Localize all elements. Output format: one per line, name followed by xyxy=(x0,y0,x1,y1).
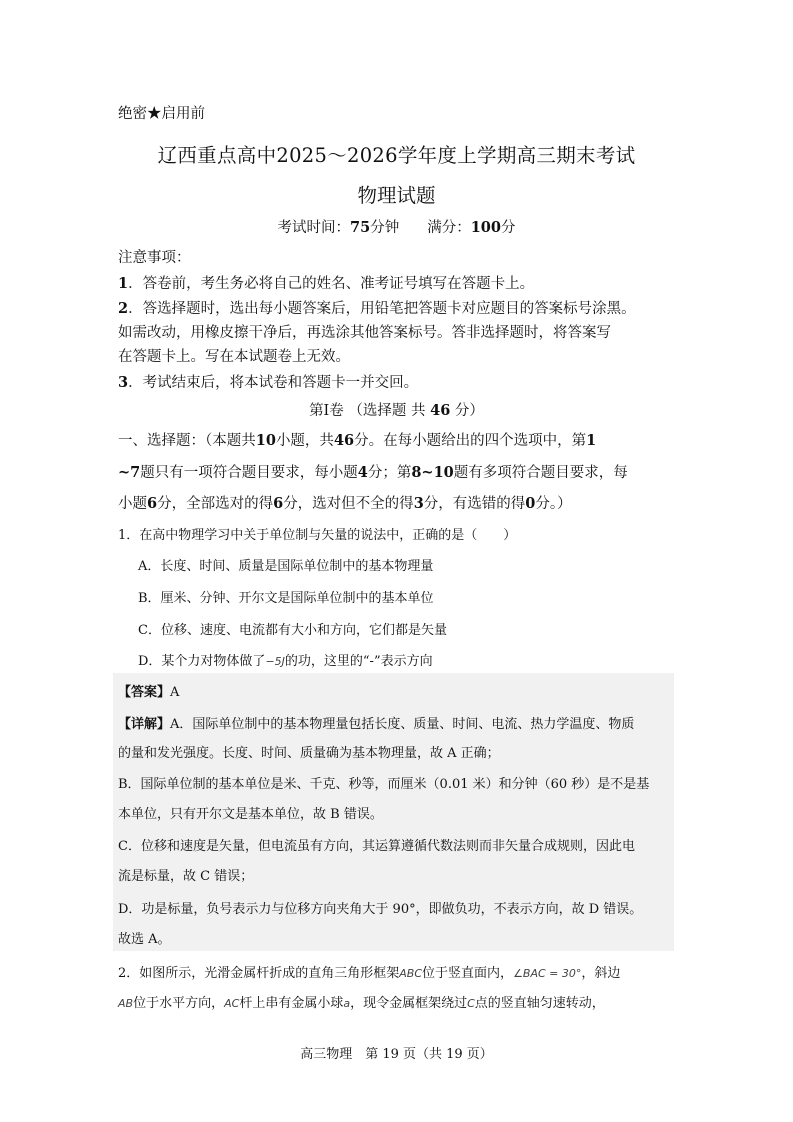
notes-title: 注意事项： xyxy=(118,250,191,266)
answer-line: 【答案】A xyxy=(118,685,180,700)
detail-line: 流是标量，故 C 错误； xyxy=(118,869,254,884)
question1-option-a: A．长度、时间、质量是国际单位制中的基本物理量 xyxy=(138,559,434,574)
detail-line: 【详解】A．国际单位制中的基本物理量包括长度、质量、时间、电流、热力学温度、物质 xyxy=(118,717,635,732)
question2-line: AB位于水平方向，AC杆上串有金属小球a，现令金属框架绕过C点的竖直轴匀速转动， xyxy=(118,996,605,1011)
question1-stem: 1．在高中物理学习中关于单位制与矢量的说法中，正确的是（ ） xyxy=(118,528,517,543)
question1-option-b: B．厘米、分钟、开尔文是国际单位制中的基本单位 xyxy=(138,591,434,606)
page-footer: 高三物理 第 19 页（共 19 页） xyxy=(300,1047,493,1062)
part1-instructions: 小题6分，全部选对的得6分，选对但不全的得3分，有选错的得0分。） xyxy=(118,495,572,512)
note-line: 3．考试结束后，将本试卷和答题卡一并交回。 xyxy=(118,374,419,391)
detail-line: 的量和发光强度。长度、时间、质量确为基本物理量，故 A 正确； xyxy=(118,746,500,761)
time-value: 75 xyxy=(350,219,371,236)
exam-info xyxy=(0,216,793,237)
detail-line: B．国际单位制的基本单位是米、千克、秒等，而厘米（0.01 米）和分钟（60 秒）是不是基 xyxy=(118,777,650,792)
detail-line: 本单位，只有开尔文是基本单位，故 B 错误。 xyxy=(118,807,383,822)
score-label: 满分： xyxy=(427,220,471,236)
detail-line: D．功是标量，负号表示力与位移方向夹角大于 90°，即做负功，不表示方向，故 D 错误。 xyxy=(118,902,643,917)
part1-instructions: 一、选择题：（本题共10小题，共46分。在每小题给出的四个选项中，第1 xyxy=(118,432,597,449)
note-line: 在答题卡上。写在本试题卷上无效。 xyxy=(118,349,350,365)
score-unit: 分 xyxy=(500,220,516,236)
question2-line: 2．如图所示，光滑金属杆折成的直角三角形框架ABC位于竖直面内，∠BAC = 30°，斜边 xyxy=(118,966,621,981)
section-title: 第Ⅰ卷 （选择题 共 46 分） xyxy=(309,402,484,419)
detail-line: 故选 A。 xyxy=(118,932,171,947)
note-line: 1．答卷前，考生务必将自己的姓名、准考证号填写在答题卡上。 xyxy=(118,275,535,292)
exam-title: 辽西重点高中2025～2026学年度上学期高三期末考试 xyxy=(157,144,636,167)
note-line: 如需改动，用橡皮擦干净后，再选涂其他答案标号。答非选择题时，将答案写 xyxy=(118,325,611,341)
score-value: 100 xyxy=(470,219,501,236)
time-unit: 分钟 xyxy=(370,220,400,236)
detail-line: C．位移和速度是矢量，但电流虽有方向，其运算遵循代数法则而非矢量合成规则，因此电 xyxy=(118,839,635,854)
note-line: 2．答选择题时，选出每小题答案后，用铅笔把答题卡对应题目的答案标号涂黑。 xyxy=(118,300,636,317)
question1-option-c: C．位移、速度、电流都有大小和方向，它们都是矢量 xyxy=(138,623,447,638)
part1-instructions: ~7题只有一项符合题目要求，每小题4分；第8~10题有多项符合题目要求，每 xyxy=(118,464,628,481)
time-label: 考试时间： xyxy=(277,220,351,236)
question1-option-d: D．某个力对物体做了−5J的功，这里的“-”表示方向 xyxy=(138,654,433,669)
exam-subject: 物理试题 xyxy=(357,184,436,207)
confidential-mark: 绝密★启用前 xyxy=(118,106,205,122)
